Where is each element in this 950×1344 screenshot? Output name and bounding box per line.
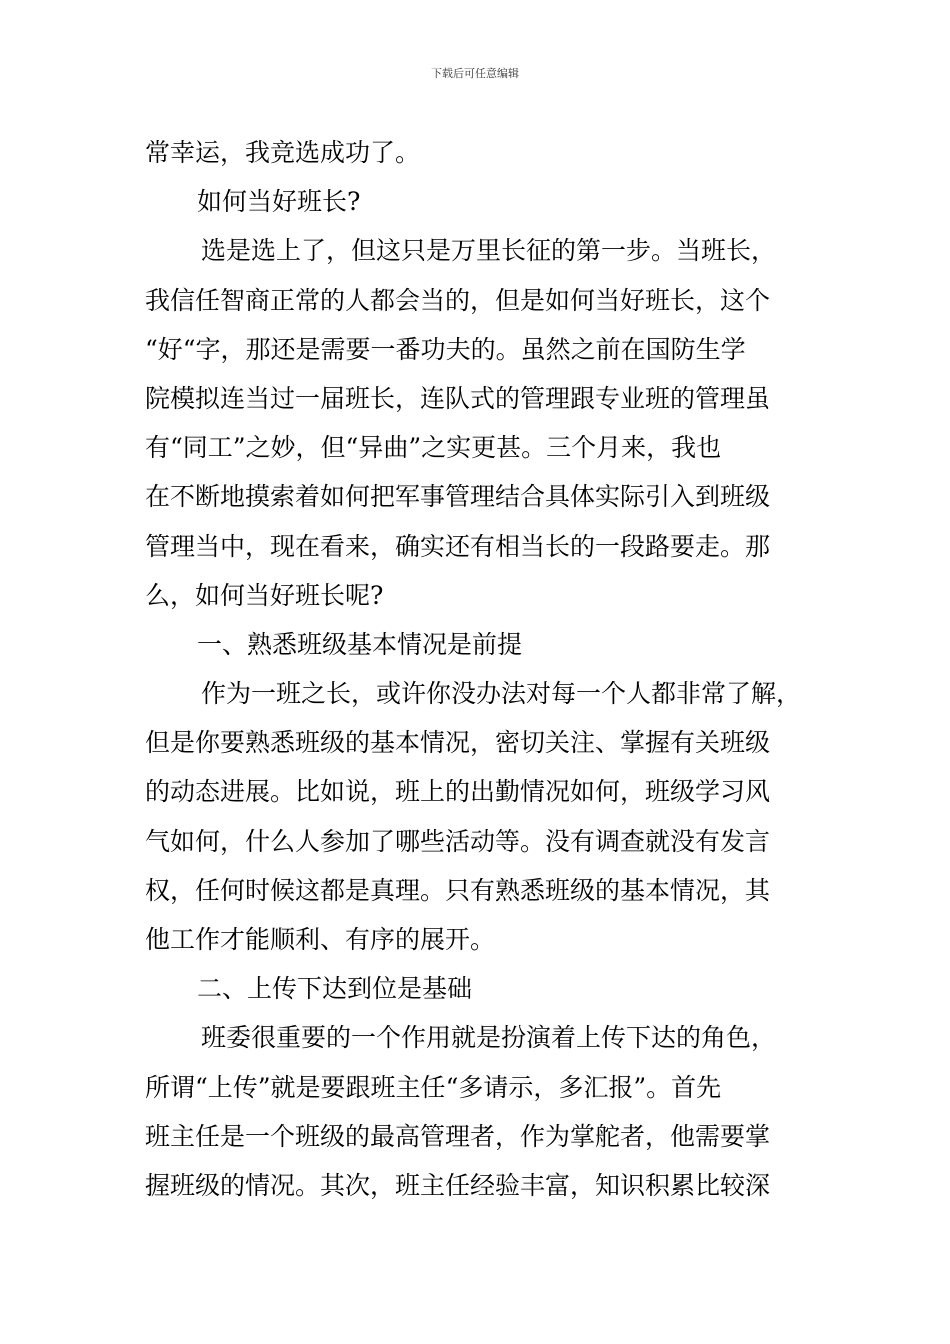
text-line: 的动态进展。比如说，班上的出勤情况如何，班级学习风	[145, 777, 771, 807]
page-header: 下载后可任意编辑	[431, 67, 519, 80]
text-line: 作为一班之长，或许你没办法对每一个人都非常了解，	[201, 679, 802, 709]
text-line: 管理当中，现在看来，确实还有相当长的一段路要走。那	[145, 531, 771, 561]
text-line: 班委很重要的一个作用就是扮演着上传下达的角色，	[201, 1023, 777, 1053]
text-line: 么，如何当好班长呢?	[145, 580, 384, 610]
section-heading: 如何当好班长?	[197, 187, 361, 217]
section-heading: 二、上传下达到位是基础	[197, 974, 473, 1004]
text-line: 班主任是一个班级的最高管理者，作为掌舵者，他需要掌	[145, 1121, 771, 1151]
text-line: 选是选上了，但这只是万里长征的第一步。当班长，	[201, 236, 777, 266]
text-line: 权，任何时候这都是真理。只有熟悉班级的基本情况，其	[145, 875, 771, 905]
text-line: 我信任智商正常的人都会当的，但是如何当好班长，这个	[145, 285, 771, 315]
text-line: 院模拟连当过一届班长，连队式的管理跟专业班的管理虽	[145, 383, 771, 413]
text-line: 握班级的情况。其次，班主任经验丰富，知识积累比较深	[145, 1170, 771, 1200]
text-line: 在不断地摸索着如何把军事管理结合具体实际引入到班级	[145, 482, 771, 512]
text-line: 气如何，什么人参加了哪些活动等。没有调查就没有发言	[145, 826, 771, 856]
text-line: 有“同工”之妙，但“异曲”之实更甚。三个月来，我也	[145, 433, 722, 463]
text-line: 但是你要熟悉班级的基本情况，密切关注、掌握有关班级	[145, 728, 771, 758]
document-body	[145, 128, 825, 1210]
text-line: 所谓“上传”就是要跟班主任“多请示，多汇报”。首先	[145, 1072, 722, 1102]
text-line: 常幸运，我竞选成功了。	[145, 138, 421, 167]
text-line: 他工作才能顺利、有序的展开。	[145, 925, 496, 954]
section-heading: 一、熟悉班级基本情况是前提	[197, 629, 523, 659]
text-line: “好“字，那还是需要一番功夫的。虽然之前在国防生学	[145, 334, 746, 364]
